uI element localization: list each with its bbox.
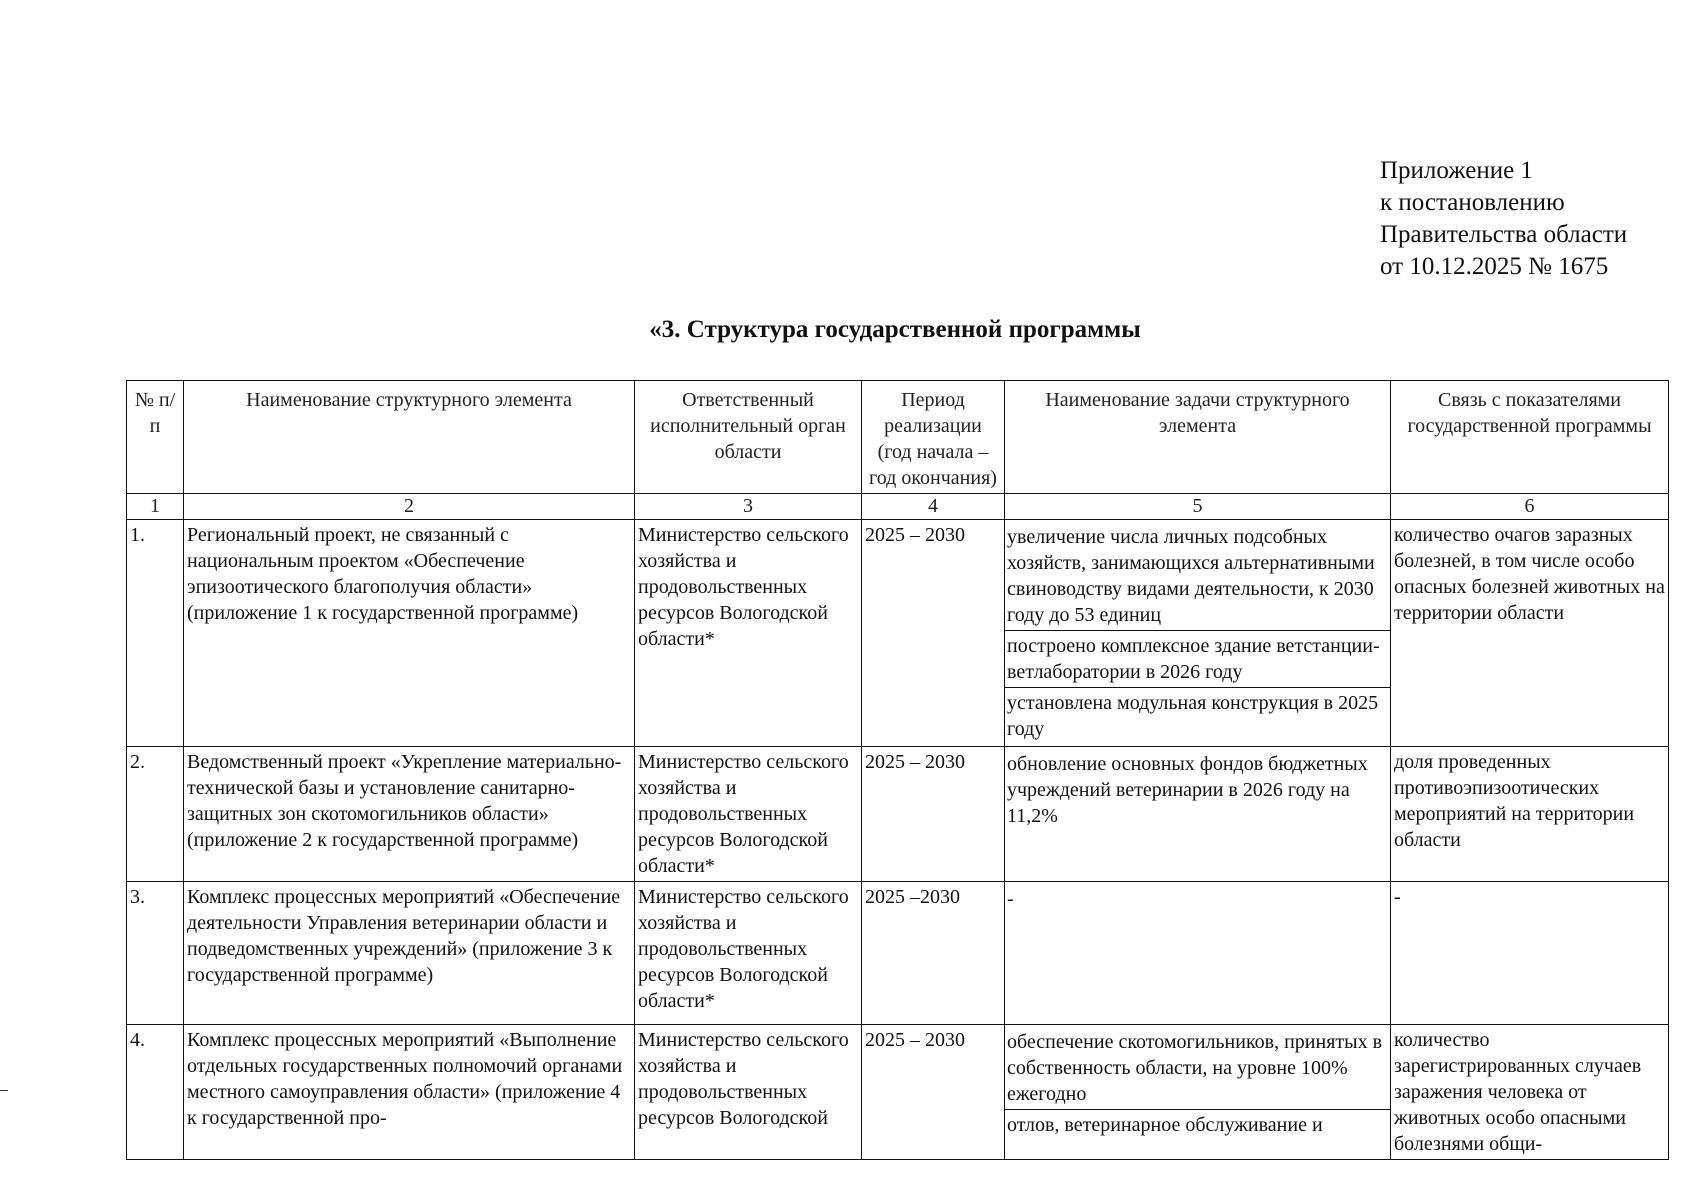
responsible-org: Министерство сельского хозяйства и продовольственных ресурсов Вологодской области* (635, 520, 862, 747)
responsible-org: Министерство сельского хозяйства и продовольственных ресурсов Вологодской (635, 1025, 862, 1160)
annex-line: Правительства области (1380, 221, 1628, 248)
period: 2025 –2030 (862, 882, 1005, 1025)
indicator-link: доля проведенных противоэпизоотических мероприятий на территории области (1391, 747, 1669, 882)
indicator-link: количество зарегистрированных случаев заражения человека от животных особо опасными болезнями общи- (1391, 1025, 1669, 1160)
table-row (127, 747, 1669, 882)
column-number: 4 (862, 494, 1005, 520)
period: 2025 – 2030 (862, 1025, 1005, 1160)
tasks-cell (1005, 747, 1391, 882)
period: 2025 – 2030 (862, 747, 1005, 882)
scan-mark (0, 1090, 8, 1091)
header-cell: Наименование структурного элемента (184, 381, 635, 494)
element-name: Комплекс процессных мероприятий «Обеспечение деятельности Управления ветеринарии области и подведомственных учреждений» (приложение 3 к государственной программе) (184, 882, 635, 1025)
header-cell: Ответственный исполнительный орган области (635, 381, 862, 494)
annex-line: Приложение 1 (1380, 157, 1533, 184)
indicator-link: количество очагов заразных болезней, в том числе особо опасных болезней животных на территории области (1391, 520, 1669, 747)
tasks-cell (1005, 1025, 1391, 1160)
header-cell: Наименование задачи структурного элемента (1005, 381, 1391, 494)
tasks-cell (1005, 882, 1391, 1025)
task-item: обновление основных фондов бюджетных учреждений ветеринарии в 2026 году на 11,2% (1007, 753, 1368, 827)
column-number: 2 (184, 494, 635, 520)
column-number: 3 (635, 494, 862, 520)
table-row (127, 882, 1669, 1025)
element-name: Региональный проект, не связанный с национальным проектом «Обеспечение эпизоотического благополучия области» (приложение 1 к государственной программе) (184, 520, 635, 747)
page-title: «3. Структура государственной программы (649, 316, 1141, 343)
indicator-link: - (1391, 882, 1669, 1025)
annex-line: от 10.12.2025 № 1675 (1380, 253, 1609, 280)
row-number: 3. (127, 882, 184, 1025)
row-number: 2. (127, 747, 184, 882)
task-item: - (1007, 888, 1014, 910)
task-item: отлов, ветеринарное обслуживание и (1007, 1114, 1323, 1136)
task-item: построено комплексное здание ветстанции-ветлаборатории в 2026 году (1005, 631, 1390, 688)
table-row (127, 520, 1669, 747)
task-item: установлена модульная конструкция в 2025 году (1007, 692, 1379, 740)
element-name: Комплекс процессных мероприятий «Выполнение отдельных государственных полномочий органами местного самоуправления области» (приложение 4 к государственной про- (184, 1025, 635, 1160)
row-number: 1. (127, 520, 184, 747)
responsible-org: Министерство сельского хозяйства и продовольственных ресурсов Вологодской области* (635, 747, 862, 882)
structure-table (126, 380, 1669, 1160)
responsible-org: Министерство сельского хозяйства и продовольственных ресурсов Вологодской области* (635, 882, 862, 1025)
annex-block (1380, 155, 1627, 283)
task-item: увеличение числа личных подсобных хозяйств, занимающихся альтернативными свиноводству видами деятельности, к 2030 году до 53 единиц (1005, 522, 1390, 631)
task-item: обеспечение скотомогильников, принятых в собственность области, на уровне 100% ежегодно (1005, 1027, 1390, 1110)
period: 2025 – 2030 (862, 520, 1005, 747)
column-number: 1 (127, 494, 184, 520)
column-number: 5 (1005, 494, 1391, 520)
table-row (127, 1025, 1669, 1160)
tasks-cell (1005, 520, 1391, 747)
column-number: 6 (1391, 494, 1669, 520)
annex-line: к постановлению (1380, 189, 1565, 216)
header-cell: Связь с показателями государственной программы (1391, 381, 1669, 494)
header-cell: № п/п (127, 381, 184, 494)
row-number: 4. (127, 1025, 184, 1160)
table-header-row (127, 381, 1669, 494)
header-cell: Период реализации (год начала – год окончания) (862, 381, 1005, 494)
element-name: Ведомственный проект «Укрепление материально-технической базы и установление санитарно-защитных зон скотомогильников области» (приложение 2 к государственной программе) (184, 747, 635, 882)
column-number-row (127, 494, 1669, 520)
